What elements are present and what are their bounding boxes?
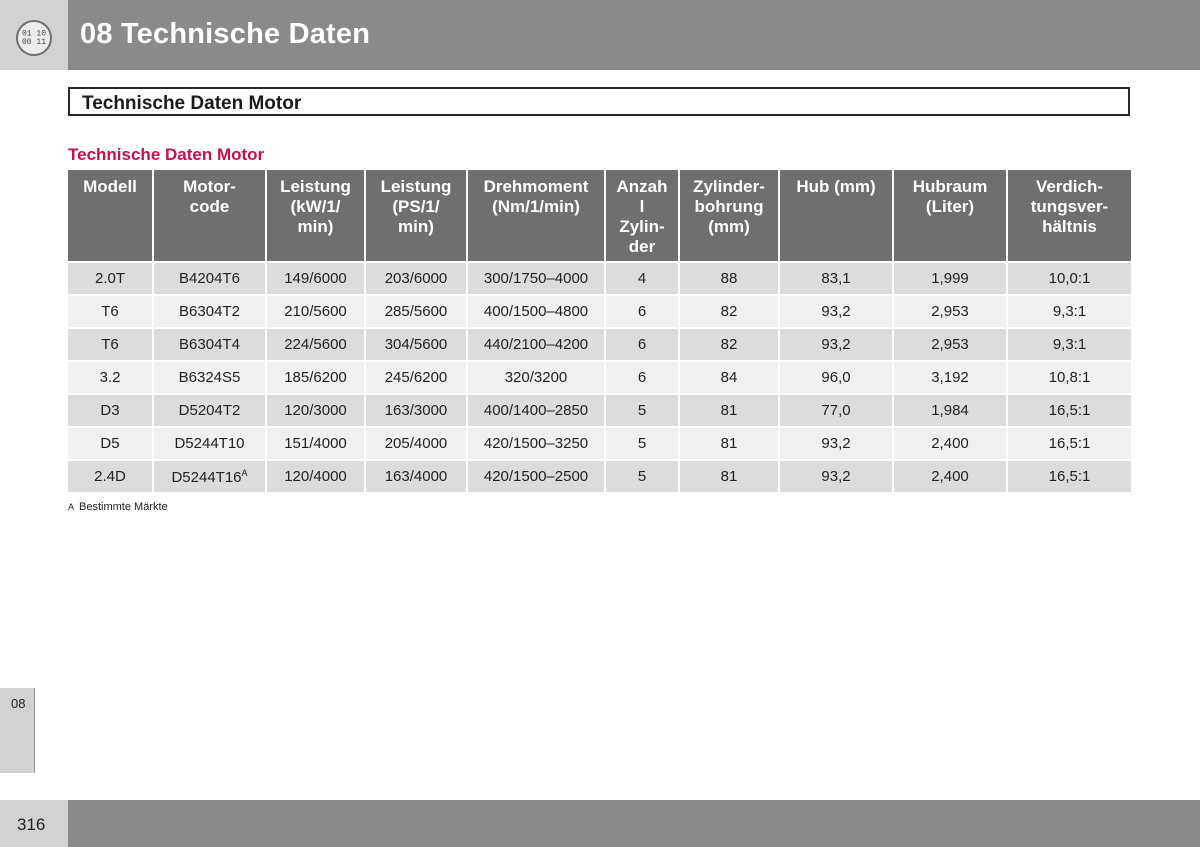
table-cell [780,329,892,360]
table-cell [154,461,265,492]
cell-value: 304/5600 [384,336,448,353]
column-header-line: min) [398,217,434,236]
cell-value: 2.0T [94,270,125,287]
section-title: Technische Daten Motor [82,93,302,114]
cell-value: 84 [720,369,738,386]
column-header-line: code [189,197,230,216]
footnote [68,501,168,513]
cell-value: 9,3:1 [1052,303,1087,320]
column-header-line: Leistung [380,177,452,196]
chapter-digits-icon [16,20,52,56]
header-left-block [0,0,68,70]
table-cell [1008,296,1131,327]
column-header-line: Hub (mm) [796,177,876,196]
cell-value: 96,0 [821,369,851,386]
page-number: 316 [17,815,46,834]
table-cell [1008,362,1131,393]
table-cell [366,263,466,294]
cell-value: 205/4000 [384,435,448,452]
table-row [68,329,1131,360]
column-header [366,170,466,261]
table-row [68,428,1131,459]
column-header-line: tungsver- [1030,197,1109,216]
column-header-line: l [639,197,645,216]
cell-value: 300/1750–4000 [483,270,589,287]
cell-value: 5 [637,402,647,419]
table-cell [68,395,152,426]
cell-value: 120/4000 [284,468,347,485]
cell-value: B6304T2 [179,303,240,320]
cell-value: 4 [637,270,647,287]
cell-value: 185/6200 [284,369,347,386]
column-header-line: (Liter) [925,197,975,216]
table-cell [267,296,364,327]
table-cell [468,296,604,327]
column-header-line: der [628,237,656,256]
cell-value: 5 [637,468,647,485]
cell-value: 6 [637,303,647,320]
table-cell [1008,428,1131,459]
footnote-superscript: A [241,467,248,478]
table-cell [894,461,1006,492]
cell-value: 440/2100–4200 [483,336,589,353]
cell-value: 2,400 [931,435,969,452]
table-cell [1008,395,1131,426]
column-header [606,170,678,261]
table-cell [894,395,1006,426]
table-title: Technische Daten Motor [68,145,265,164]
table-cell [606,428,678,459]
table-cell [267,263,364,294]
table-cell [267,362,364,393]
cell-value: T6 [101,336,119,353]
cell-value: 149/6000 [284,270,347,287]
cell-value: 6 [637,336,647,353]
cell-value: 163/3000 [384,402,448,419]
table-cell [267,461,364,492]
column-header [894,170,1006,261]
cell-value: D5244T16 [171,468,242,486]
cell-value: D5244T10 [174,435,245,452]
footnote-text: Bestimmte Märkte [79,501,168,513]
table-cell [366,329,466,360]
cell-value: D3 [100,402,120,419]
column-header [680,170,778,261]
table-cell [267,395,364,426]
cell-value: 16,5:1 [1048,468,1091,485]
table-cell [1008,329,1131,360]
table-cell [468,395,604,426]
table-cell [267,428,364,459]
cell-value: 1,984 [931,402,969,419]
table-cell [894,296,1006,327]
cell-value: 1,999 [931,270,969,287]
table-cell [267,329,364,360]
column-header [68,170,152,261]
column-header-line: (kW/1/ [290,197,341,216]
cell-value: 83,1 [821,270,851,287]
table-cell [68,296,152,327]
column-header-line: (Nm/1/min) [492,197,580,216]
table-cell [680,263,778,294]
table-row [68,296,1131,327]
table-cell [154,428,265,459]
table-cell [680,428,778,459]
cell-value: B4204T6 [179,270,240,287]
cell-value: 210/5600 [284,303,347,320]
chapter-side-tab [0,688,35,773]
cell-value: 88 [720,270,738,287]
cell-value: 285/5600 [384,303,448,320]
table-cell [680,329,778,360]
cell-value: 2,953 [931,336,969,353]
cell-value: 10,8:1 [1048,369,1091,386]
table-cell [680,362,778,393]
svg-text:01 10: 01 10 [21,29,47,39]
cell-value: 81 [720,468,738,485]
table-cell [154,263,265,294]
cell-value: 82 [720,303,738,320]
table-cell [154,296,265,327]
cell-value: 5 [637,435,647,452]
column-header-line: Zylinder- [693,177,765,196]
table-cell [606,263,678,294]
table-cell [154,329,265,360]
cell-value: 6 [637,369,647,386]
column-header-line: Anzah [616,177,668,196]
table-cell [154,362,265,393]
column-header-line: (mm) [708,217,750,236]
cell-value: 320/3200 [504,369,568,386]
cell-value: 2.4D [94,468,126,485]
side-tab-label: 08 [11,696,26,711]
column-header [1008,170,1131,261]
table-cell [680,461,778,492]
footnote-marker: A [68,502,75,512]
table-cell [1008,263,1131,294]
cell-value: B6304T4 [179,336,240,353]
table-body [68,263,1131,492]
column-header-line: Verdich- [1035,177,1104,196]
table-cell [468,329,604,360]
svg-text:00 11: 00 11 [21,38,47,48]
cell-value: 81 [720,435,738,452]
column-header [468,170,604,261]
page-title: 08 Technische Daten [80,18,371,50]
table-cell [780,395,892,426]
column-header-line: Modell [83,177,137,196]
table-cell [606,296,678,327]
cell-value: 93,2 [821,336,851,353]
cell-value: 400/1400–2850 [483,402,589,419]
table-cell [894,362,1006,393]
cell-value: B6324S5 [178,369,241,386]
table-cell [468,461,604,492]
table-cell [780,296,892,327]
column-header-line: Hubraum [912,177,988,196]
table-cell [366,296,466,327]
table-cell [606,461,678,492]
table-cell [68,461,152,492]
column-header-line: Zylin- [619,217,665,236]
table-cell [366,395,466,426]
table-cell [468,362,604,393]
cell-value: D5204T2 [178,402,241,419]
column-header [267,170,364,261]
table-cell [780,428,892,459]
table-row [68,362,1131,393]
cell-value: 420/1500–3250 [483,435,589,452]
cell-value: 16,5:1 [1048,435,1091,452]
cell-value: 163/4000 [384,468,448,485]
table-cell [68,428,152,459]
column-header [780,170,892,261]
cell-value: 120/3000 [284,402,347,419]
cell-value: 2,953 [931,303,969,320]
table-cell [68,362,152,393]
table-cell [894,428,1006,459]
table-row [68,395,1131,426]
table-cell [780,362,892,393]
table-cell [366,461,466,492]
table-cell [780,461,892,492]
table-cell [680,395,778,426]
table-cell [68,263,152,294]
cell-value: 9,3:1 [1052,336,1087,353]
cell-value: D5 [100,435,120,452]
column-header-line: hältnis [1042,217,1097,236]
cell-value: 77,0 [821,402,851,419]
cell-value: 93,2 [821,435,851,452]
cell-value: 2,400 [931,468,969,485]
cell-value: 3,192 [931,369,969,386]
engine-data-table [66,168,1133,494]
column-header-line: bohrung [694,197,764,216]
table-cell [154,395,265,426]
cell-value: 16,5:1 [1048,402,1091,419]
table-cell [1008,461,1131,492]
table-cell [780,263,892,294]
cell-value: 245/6200 [384,369,448,386]
cell-value: 3.2 [99,369,121,386]
column-header-line: Leistung [280,177,351,196]
table-cell [366,428,466,459]
table-cell [606,329,678,360]
cell-value: 224/5600 [284,336,347,353]
column-header [154,170,265,261]
cell-value: 151/4000 [284,435,347,452]
table-row [68,461,1131,492]
table-cell [468,263,604,294]
footer-bar [68,800,1200,847]
cell-value: 420/1500–2500 [483,468,589,485]
column-header-line: min) [297,217,334,236]
cell-value: T6 [101,303,119,320]
table-cell [366,362,466,393]
table-cell [894,263,1006,294]
table-cell [894,329,1006,360]
cell-value: 203/6000 [384,270,448,287]
table-cell [606,395,678,426]
cell-value: 82 [720,336,738,353]
cell-value: 81 [720,402,738,419]
cell-value: 93,2 [821,303,851,320]
table-cell [606,362,678,393]
column-header-line: Drehmoment [483,177,589,196]
table-cell [68,329,152,360]
column-header-line: Motor- [183,177,236,196]
cell-value: 10,0:1 [1048,270,1091,287]
table-header-row [68,170,1131,261]
cell-value: 400/1500–4800 [483,303,589,320]
table-row [68,263,1131,294]
cell-value: 93,2 [821,468,851,485]
column-header-line: (PS/1/ [392,197,440,216]
table-cell [468,428,604,459]
table-cell [680,296,778,327]
section-heading-box [68,87,1130,116]
